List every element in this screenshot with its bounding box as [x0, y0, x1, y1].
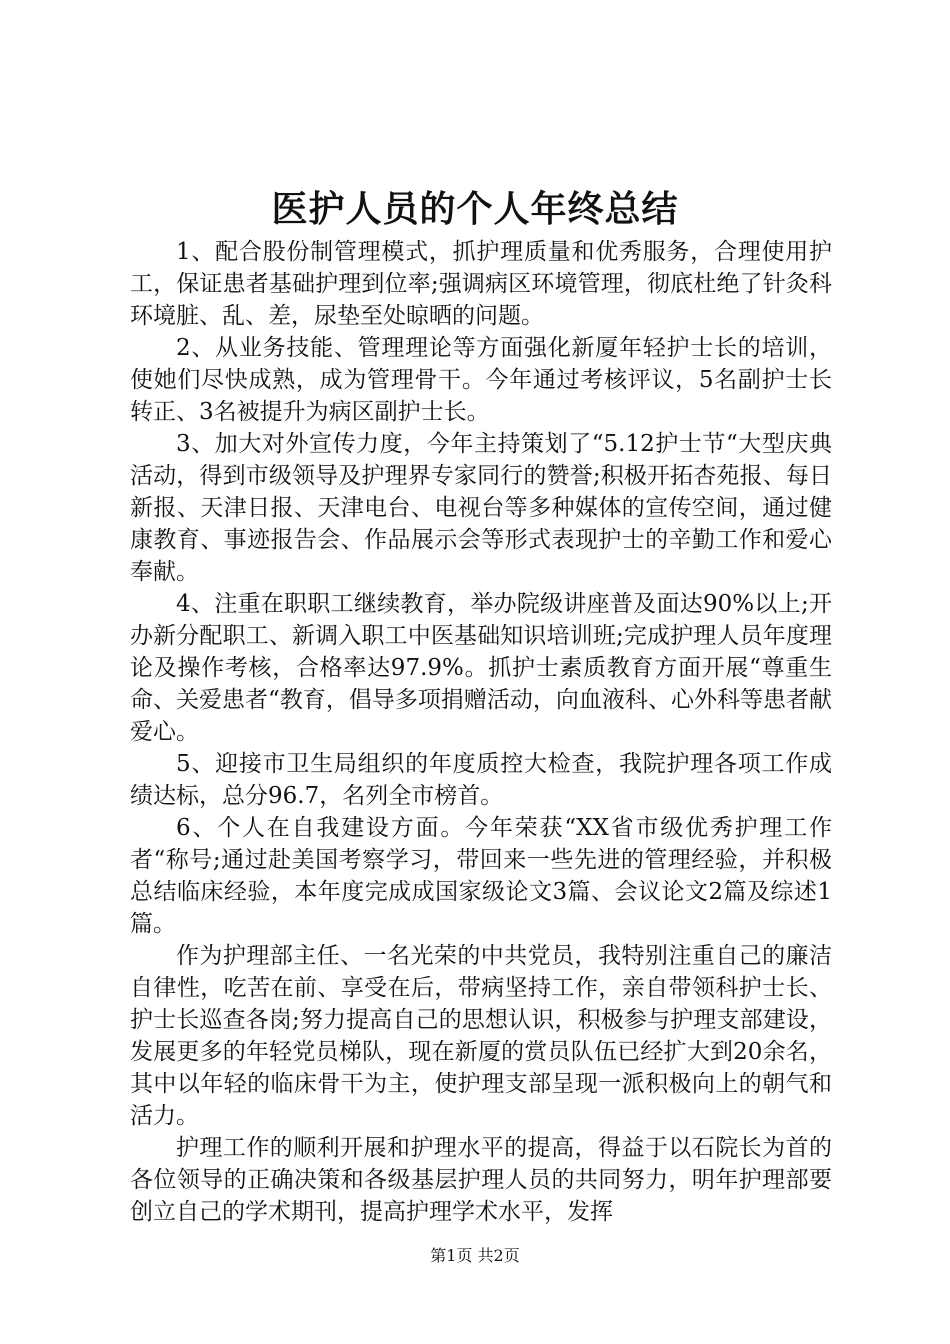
paragraph-7: 作为护理部主任、一名光荣的中共党员，我特别注重自己的廉洁自律性，吃苦在前、享受在后，带病坚持工作，亲自带领科护士长、护士长巡查各岗;努力提高自己的思想认识，积极参与护理支部建设，发展更多的年轻党员梯队，现在新厦的赏员队伍已经扩大到20余名，其中以年轻的临床骨干为主，使护理支部呈现一派积极向上的朝气和活力。 — [130, 943, 832, 1129]
paragraph-1: 1、配合股份制管理模式，抓护理质量和优秀服务，合理使用护工，保证患者基础护理到位率;强调病区环境管理，彻底杜绝了针灸科环境脏、乱、差，尿垫至处晾晒的问题。 — [130, 239, 832, 329]
paragraph-4: 4、注重在职职工继续教育，举办院级讲座普及面达90%以上;开办新分配职工、新调入职工中医基础知识培训班;完成护理人员年度理论及操作考核，合格率达97.9%。抓护士素质教育方面开展“尊重生命、关爱患者“教育，倡导多项捐赠活动，向血液科、心外科等患者献爱心。 — [130, 591, 832, 745]
paragraph-6: 6、个人在自我建设方面。今年荣获“XX省市级优秀护理工作者“称号;通过赴美国考察学习，带回来一些先进的管理经验，并积极总结临床经验，本年度完成成国家级论文3篇、会议论文2篇及综述1篇。 — [130, 815, 832, 937]
paragraph-5: 5、迎接市卫生局组织的年度质控大检查，我院护理各项工作成绩达标，总分96.7，名列全市榜首。 — [130, 751, 832, 809]
paragraph-2: 2、从业务技能、管理理论等方面强化新厦年轻护士长的培训，使她们尽快成熟，成为管理骨干。今年通过考核评议，5名副护士长转正、3名被提升为病区副护士长。 — [130, 335, 832, 425]
page-number-footer: 第1页 共2页 — [430, 1246, 520, 1265]
paragraph-8: 护理工作的顺利开展和护理水平的提高，得益于以石院长为首的各位领导的正确决策和各级基层护理人员的共同努力，明年护理部要创立自己的学术期刊，提高护理学术水平，发挥 — [130, 1135, 832, 1225]
document-title: 医护人员的个人年终总结 — [271, 188, 679, 230]
paragraph-3: 3、加大对外宣传力度，今年主持策划了“5.12护士节“大型庆典活动，得到市级领导及护理界专家同行的赞誉;积极开拓杏苑报、每日新报、天津日报、天津电台、电视台等多种媒体的宣传空间，通过健康教育、事迹报告会、作品展示会等形式表现护士的辛勤工作和爱心奉献。 — [130, 431, 832, 585]
document-body — [130, 236, 832, 1228]
